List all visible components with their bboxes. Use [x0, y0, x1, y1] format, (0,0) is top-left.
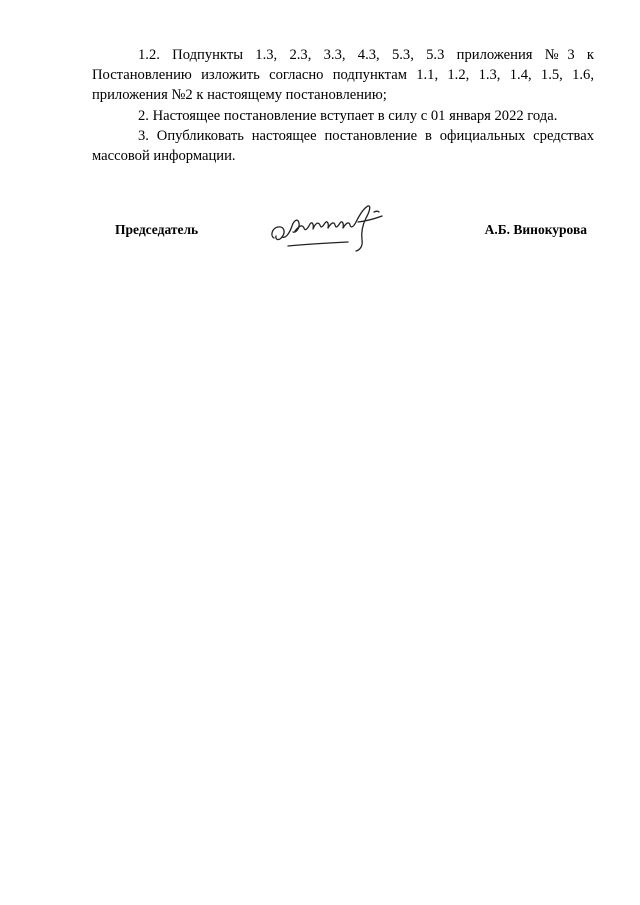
signatory-name: А.Б. Винокурова [484, 222, 587, 237]
signatory-title: Председатель [115, 222, 199, 237]
document-body [92, 45, 594, 166]
paragraph-1-2: 1.2. Подпункты 1.3, 2.3, 3.3, 4.3, 5.3, 5.3 приложения №3 к Постановлению изложить согласно подпунктам 1.1, 1.2, 1.3, 1.4, 1.5, 1.6, приложения №2 к настоящему постановлению; [92, 47, 594, 104]
signature-block [0, 200, 640, 260]
paragraph-3: 3. Опубликовать настоящее постановление в официальных средствах массовой информации. [92, 127, 594, 165]
handwritten-signature-icon [268, 202, 396, 256]
paragraph-2: 2. Настоящее постановление вступает в силу с 01 января 2022 года. [138, 107, 558, 124]
